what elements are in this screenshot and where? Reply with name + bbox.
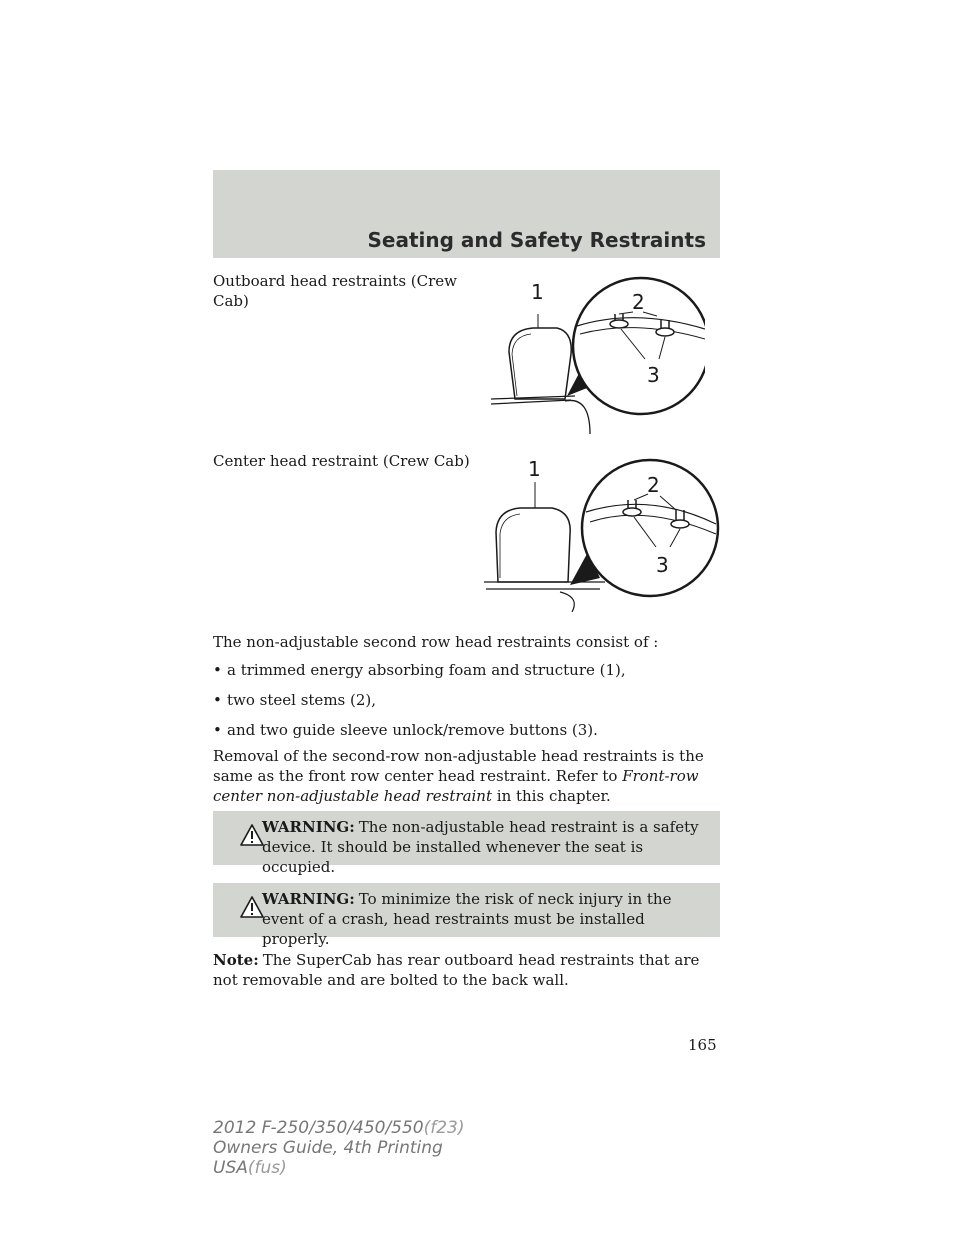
footer-line-edition: Owners Guide, 4th Printing: [213, 1138, 443, 1158]
callout-2: 2: [647, 473, 660, 497]
bullet-dot: •: [213, 721, 222, 739]
warning-label: WARNING:: [262, 818, 355, 836]
warning-box: [213, 811, 720, 876]
warning-box: [213, 883, 720, 948]
warning-triangle-icon: [240, 895, 264, 919]
footer-line-market: [213, 1158, 465, 1178]
removal-text: Removal of the second-row non-adjustable head restraints is the same as the front row center head restraint. Refer to: [213, 747, 704, 785]
list-item-text: a trimmed energy absorbing foam and structure (1),: [227, 661, 626, 679]
list-item-text: and two guide sleeve unlock/remove buttons (3).: [227, 721, 598, 739]
note-paragraph: [213, 950, 723, 990]
list-item: [213, 720, 626, 740]
warning-text: To minimize the risk of neck injury in the event of a crash, head restraints must be installed properly.: [262, 890, 672, 948]
callout-3: 3: [647, 363, 660, 387]
figure-caption-outboard: Outboard head restraints (Crew Cab): [213, 272, 458, 310]
components-list: [213, 660, 626, 750]
list-item: [213, 690, 626, 710]
warning-triangle-icon: [240, 823, 264, 847]
removal-paragraph: [213, 746, 723, 806]
footer-model: 2012 F-250/350/450/550: [213, 1118, 424, 1138]
section-header: [213, 170, 720, 258]
warning-text-block: [262, 817, 714, 877]
note-label: Note:: [213, 951, 259, 969]
center-head-restraint-illustration: [480, 452, 720, 617]
footer-market: USA: [213, 1158, 248, 1178]
callout-1: 1: [531, 280, 544, 304]
callout-2: 2: [632, 290, 645, 314]
callout-1: 1: [528, 457, 541, 481]
footer-line-model: [213, 1118, 465, 1138]
bullet-dot: •: [213, 691, 222, 709]
document-footer: [213, 1118, 465, 1178]
warning-label: WARNING:: [262, 890, 355, 908]
page-number: 165: [688, 1036, 717, 1054]
cross-reference: Front-row center non-adjustable head restraint: [213, 767, 699, 805]
footer-market-code: (fus): [247, 1158, 287, 1178]
list-item-text: two steel stems (2),: [227, 691, 377, 709]
intro-paragraph: The non-adjustable second row head restraints consist of :: [213, 633, 659, 651]
figure-caption-center: Center head restraint (Crew Cab): [213, 452, 470, 470]
removal-text-end: in this chapter.: [492, 787, 611, 805]
callout-3: 3: [656, 553, 669, 577]
note-text: The SuperCab has rear outboard head restraints that are not removable and are bolted to the back wall.: [213, 951, 700, 989]
warning-text-block: [262, 889, 714, 949]
footer-model-code: (f23): [423, 1118, 465, 1138]
list-item: [213, 660, 626, 680]
warning-text: The non-adjustable head restraint is a safety device. It should be installed whenever the seat is occupied.: [262, 818, 699, 876]
outboard-head-restraint-illustration: [485, 274, 705, 439]
section-title: Seating and Safety Restraints: [367, 228, 706, 252]
bullet-dot: •: [213, 661, 222, 679]
